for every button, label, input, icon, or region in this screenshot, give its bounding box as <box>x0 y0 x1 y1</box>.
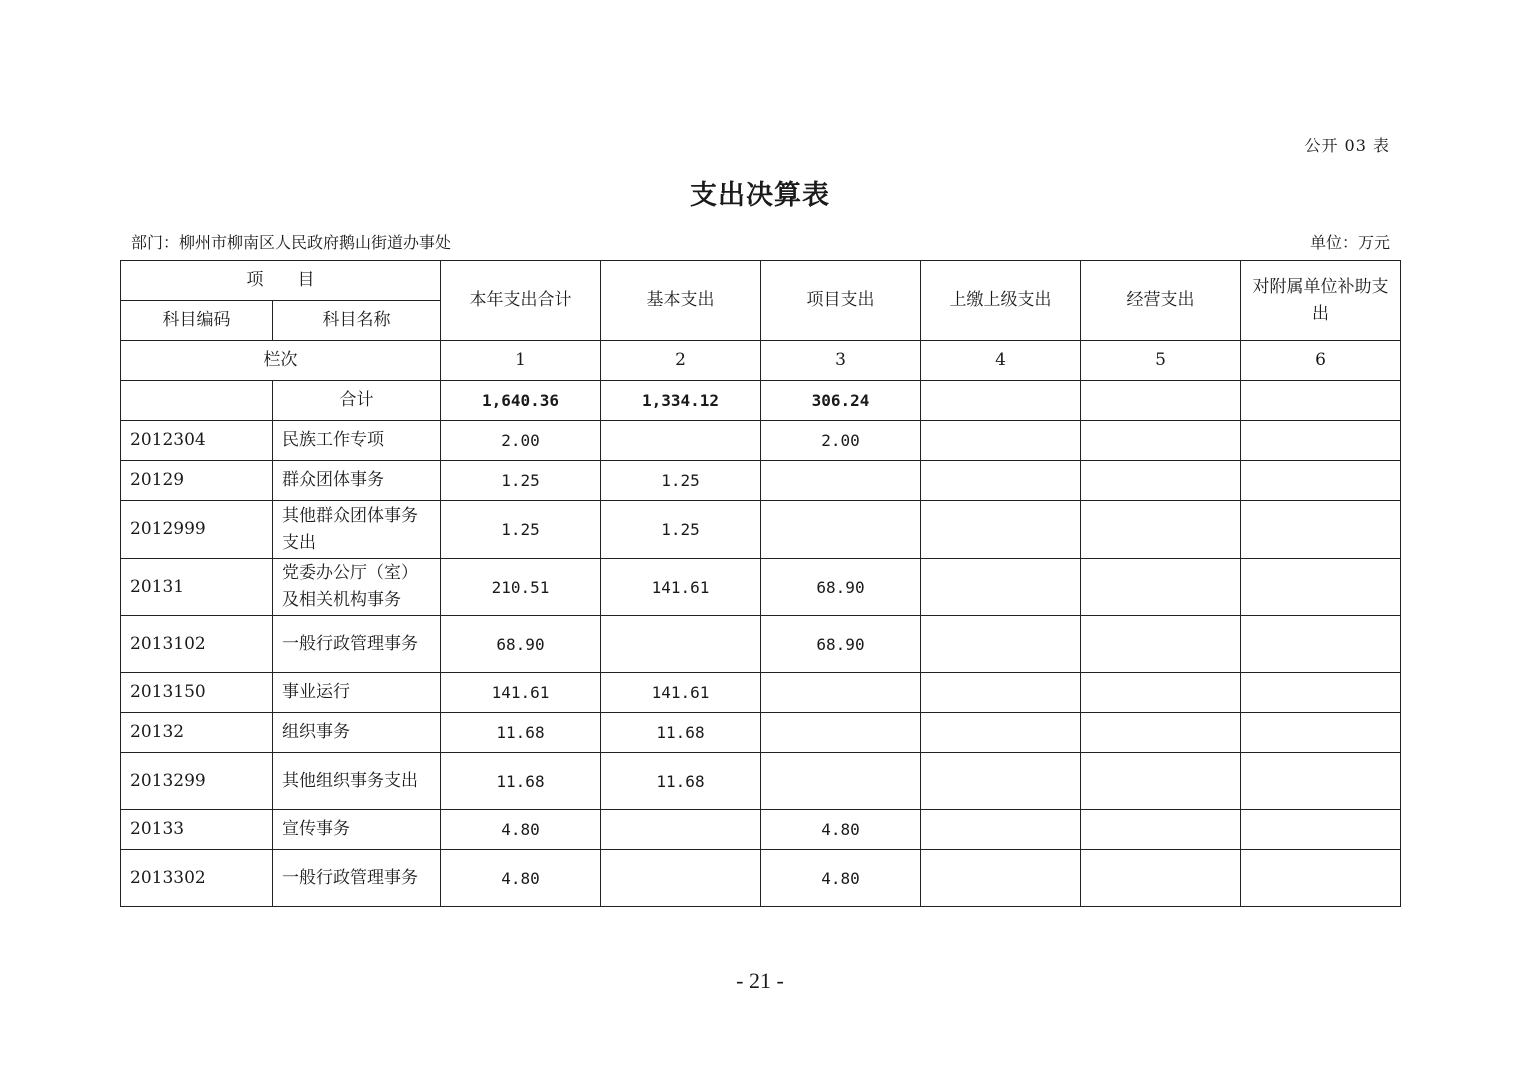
amount-cell <box>1081 616 1241 673</box>
column-number: 5 <box>1081 341 1241 381</box>
subject-code: 20131 <box>121 559 273 616</box>
table-row <box>121 753 1401 810</box>
header-col-subsidy: 对附属单位补助支出 <box>1241 261 1401 341</box>
amount-cell <box>1081 559 1241 616</box>
amount-cell <box>1241 810 1401 850</box>
table-row <box>121 559 1401 616</box>
amount-cell <box>1241 673 1401 713</box>
amount-cell: 1.25 <box>601 461 761 501</box>
header-col-project: 项目支出 <box>761 261 921 341</box>
total-value <box>1081 381 1241 421</box>
subject-code: 2013302 <box>121 850 273 907</box>
amount-cell: 1.25 <box>441 501 601 559</box>
amount-cell: 141.61 <box>601 673 761 713</box>
amount-cell <box>1081 501 1241 559</box>
header-col-remit: 上缴上级支出 <box>921 261 1081 341</box>
column-number-label: 栏次 <box>121 341 441 381</box>
amount-cell <box>1241 501 1401 559</box>
subject-code: 20129 <box>121 461 273 501</box>
amount-cell <box>921 421 1081 461</box>
amount-cell <box>1081 810 1241 850</box>
amount-cell <box>1241 850 1401 907</box>
amount-cell <box>761 713 921 753</box>
header-item: 项 目 <box>121 261 441 301</box>
table-row <box>121 421 1401 461</box>
total-value <box>921 381 1081 421</box>
subject-name: 民族工作专项 <box>273 421 441 461</box>
amount-cell <box>1081 753 1241 810</box>
amount-cell: 68.90 <box>761 616 921 673</box>
amount-cell: 68.90 <box>441 616 601 673</box>
amount-cell <box>1241 461 1401 501</box>
total-label: 合计 <box>273 381 441 421</box>
header-col-basic: 基本支出 <box>601 261 761 341</box>
column-number: 6 <box>1241 341 1401 381</box>
page-title: 支出决算表 <box>690 180 830 211</box>
form-number: 公开 03 表 <box>1304 136 1390 155</box>
header-subject-name: 科目名称 <box>273 301 441 341</box>
table-row <box>121 810 1401 850</box>
column-number: 1 <box>441 341 601 381</box>
table-row <box>121 461 1401 501</box>
amount-cell: 4.80 <box>441 850 601 907</box>
column-number: 4 <box>921 341 1081 381</box>
amount-cell <box>1081 461 1241 501</box>
table-row <box>121 616 1401 673</box>
subject-name: 事业运行 <box>273 673 441 713</box>
amount-cell: 11.68 <box>441 713 601 753</box>
subject-code: 2013150 <box>121 673 273 713</box>
amount-cell: 141.61 <box>441 673 601 713</box>
expenditure-table <box>120 260 1401 907</box>
amount-cell <box>1081 713 1241 753</box>
column-number: 3 <box>761 341 921 381</box>
amount-cell: 1.25 <box>601 501 761 559</box>
amount-cell: 2.00 <box>761 421 921 461</box>
subject-code: 2013299 <box>121 753 273 810</box>
unit-label: 单位：万元 <box>1309 233 1390 252</box>
table-row <box>121 501 1401 559</box>
total-row <box>121 381 1401 421</box>
amount-cell <box>921 850 1081 907</box>
amount-cell: 141.61 <box>601 559 761 616</box>
amount-cell <box>601 616 761 673</box>
amount-cell <box>921 753 1081 810</box>
subject-name: 一般行政管理事务 <box>273 850 441 907</box>
amount-cell <box>1241 421 1401 461</box>
subject-code: 2013102 <box>121 616 273 673</box>
subject-name: 宣传事务 <box>273 810 441 850</box>
header-subject-code: 科目编码 <box>121 301 273 341</box>
amount-cell <box>1241 713 1401 753</box>
header-col-business: 经营支出 <box>1081 261 1241 341</box>
subject-code: 2012999 <box>121 501 273 559</box>
amount-cell <box>1081 850 1241 907</box>
subject-code: 20132 <box>121 713 273 753</box>
amount-cell <box>761 753 921 810</box>
amount-cell <box>921 673 1081 713</box>
amount-cell: 1.25 <box>441 461 601 501</box>
amount-cell <box>761 461 921 501</box>
amount-cell <box>1081 673 1241 713</box>
amount-cell <box>921 461 1081 501</box>
amount-cell: 2.00 <box>441 421 601 461</box>
amount-cell: 11.68 <box>601 753 761 810</box>
amount-cell <box>1241 616 1401 673</box>
total-value: 1,640.36 <box>441 381 601 421</box>
column-number: 2 <box>601 341 761 381</box>
table-row <box>121 850 1401 907</box>
subject-name: 其他组织事务支出 <box>273 753 441 810</box>
amount-cell <box>1241 559 1401 616</box>
amount-cell <box>921 713 1081 753</box>
amount-cell: 210.51 <box>441 559 601 616</box>
amount-cell: 68.90 <box>761 559 921 616</box>
department-label: 部门：柳州市柳南区人民政府鹅山街道办事处 <box>131 233 452 252</box>
table-row <box>121 673 1401 713</box>
subject-name: 一般行政管理事务 <box>273 616 441 673</box>
amount-cell <box>761 501 921 559</box>
amount-cell <box>921 810 1081 850</box>
subject-code: 20133 <box>121 810 273 850</box>
amount-cell <box>761 673 921 713</box>
amount-cell <box>921 616 1081 673</box>
amount-cell <box>601 810 761 850</box>
amount-cell: 4.80 <box>441 810 601 850</box>
amount-cell <box>601 421 761 461</box>
total-code-cell <box>121 381 273 421</box>
subject-name: 群众团体事务 <box>273 461 441 501</box>
amount-cell <box>1081 421 1241 461</box>
subject-name: 组织事务 <box>273 713 441 753</box>
amount-cell: 4.80 <box>761 850 921 907</box>
amount-cell <box>1241 753 1401 810</box>
total-value: 306.24 <box>761 381 921 421</box>
amount-cell: 4.80 <box>761 810 921 850</box>
amount-cell <box>601 850 761 907</box>
total-value <box>1241 381 1401 421</box>
table-row <box>121 713 1401 753</box>
amount-cell <box>921 501 1081 559</box>
amount-cell: 11.68 <box>601 713 761 753</box>
subject-name: 其他群众团体事务支出 <box>273 501 441 559</box>
amount-cell <box>921 559 1081 616</box>
header-col-total: 本年支出合计 <box>441 261 601 341</box>
total-value: 1,334.12 <box>601 381 761 421</box>
amount-cell: 11.68 <box>441 753 601 810</box>
page-number: - 21 - <box>736 968 784 993</box>
subject-code: 2012304 <box>121 421 273 461</box>
subject-name: 党委办公厅（室）及相关机构事务 <box>273 559 441 616</box>
